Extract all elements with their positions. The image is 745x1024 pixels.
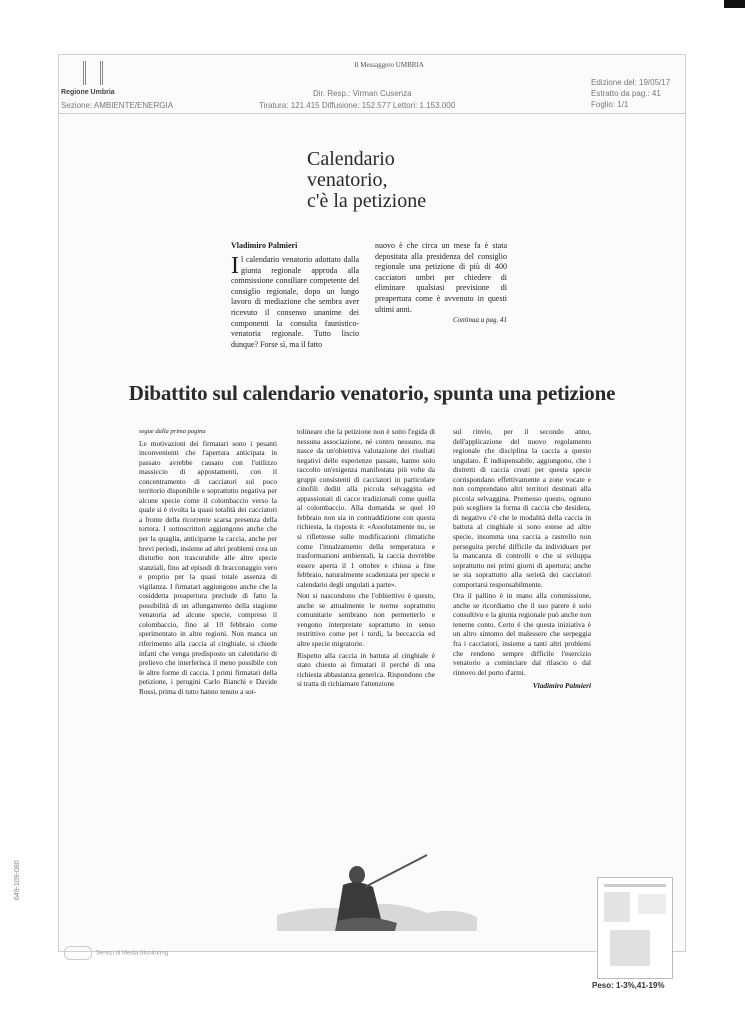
clipping-header [59,55,685,115]
publication-masthead: Il Messaggero UMBRIA [354,61,424,69]
extract-page: Estratto da pag.: 41 [591,89,661,98]
corner-mark [724,0,745,8]
service-label: Servizi di Media Monitoring [96,950,169,957]
main-headline: Dibattito sul calendario venatorio, spunta una petizione [128,381,616,405]
front-text: nuovo è che circa un mese fa è stata depositata alla presidenza del consiglio regionale una petizione di più di 400 cacciatori umbri per chiedere di eliminare qualsiasi previsione di preapertura come è avvenuto in questi ultimi anni. [375,241,507,314]
article-column-2 [297,427,435,689]
article-signature: Vladimiro Palmieri [532,681,591,691]
region-name: Regione Umbria [61,89,115,96]
page-thumbnail [597,877,673,979]
front-title [307,149,426,212]
article-text: Rispetto alla caccia in battuta al cinghiale è stato chiesto ai firmatari il perché di una richiesta abbastanza generica. Rispondono che si tratta di richiamare l'attenzione [297,650,435,689]
front-text: l calendario venatorio adottato dalla giunta regionale approda alla commissione consiliare competente del consiglio regionale, dopo un lungo lavoro di mediazione che sembra aver ricevuto il consenso unanime dei componenti la consulta faunistico-venatoria regionale. Tutto liscio dunque? Forse sì, ma il fatto [231,255,359,349]
article-column-1 [139,427,277,696]
article-text: Ora il pallino è in mano alla commissione, anche se ricordiamo che il suo parere è solo consultivo e la giunta regionale può anche non tenerne conto. Certo è che questa iniziativa è un altro sintomo del malessere che serpeggia fra i cacciatori, insieme a tanti altri problemi che rendono sempre difficile l'esercizio venatorio a cominciare dal rilascio o dal rinnovo del porto d'armi. [453,591,591,677]
footer-service [64,946,168,960]
edition-info [591,77,670,110]
continued-note: Continua a pag. 41 [452,316,507,325]
article-text: tolineare che la petizione non è sotto l'egida di nessuna associazione, né contro nessuno, ma nasce da un'obiettiva valutazione dei risultati negativi delle esperienze passate, hanno solo raccolto un'esigenza manifestata più volte da gruppi consistenti di cacciatori in particolare cinofili dediti alla piccola selvaggina ed appassionati di cacce tradizionali come quella al colombaccio. Alla domanda se quel 10 febbraio non sia in contraddizione con questa richiesta, la risposta è: «Assolutamente no, se si riflettesse sulle modificazioni climatiche come l'innalzamento della temperatura e trasformazioni ambientali, la caccia dovrebbe essere aperta il 1 ottobre e chiusa a fine febbraio, naturalmente scadenzata per specie e calendario degli ungulati a parte». [297,427,435,589]
front-column-right [375,241,507,326]
section-label: Sezione: AMBIENTE/ENERGIA [61,101,174,110]
service-stamp-icon [64,946,92,960]
edition-date: Edizione del: 19/05/17 [591,78,671,87]
region-logo-icon [83,61,103,85]
director-label: Dir. Resp.: Virman Cusenza [313,89,412,98]
front-title-line: c'è la petizione [307,190,427,212]
hunter-photo [277,835,477,931]
front-byline: Vladimiro Palmieri [231,241,298,250]
circulation-label: Tiratura: 121.415 Diffusione: 152.577 Lettori: 1.153.000 [259,101,456,110]
front-column-left [231,255,359,350]
drop-cap: I [231,253,239,279]
sheet-number: Foglio: 1/1 [591,100,629,109]
front-title-line: venatorio, [307,169,388,191]
side-code: 649-109-080 [14,860,21,900]
article-column-3 [453,427,591,691]
article-text: sul rinvio, per il secondo anno, dell'applicazione del nuovo regolamento regionale che disciplina la caccia a questo ungulato. È indispensabile, aggiungono, che i distretti di caccia creati per questa specie corrispondano effettivamente a zone vocate e non comprendano altri territori destinati alla piccola selvaggina. Premesso questo, ognuno può scegliere la forma di caccia che desidera, di negativo c'è che le modalità della caccia in battuta al cinghiale si sono estese ad altre specie, insomma una caccia a rastrello non perseguita perché difficile da individuare per la mancanza di controlli e che si sviluppa soprattutto nei primi giorni di apertura; anche se sta soprattutto alla serietà dei cacciatori comportarsi responsabilmente. [453,427,591,589]
weight-label: Peso: 1-3%,41-19% [592,981,665,990]
continued-from-label: segue dalla prima pagina [139,428,206,435]
front-title-line: Calendario [307,148,395,170]
article-text: Non si nascondono che l'obbiettivo è questo, anche se attualmente le norme soprattutto comunitarie sembrano non permetterlo e vengono interpretate soprattutto in senso restrittivo come per i tordi, la beccaccia ed altre specie migratorie. [297,591,435,649]
article-text: Le motivazioni dei firmatari sono i pesanti inconvenienti che l'apertura anticipata in passato avrebbe causato con l'utilizzo massiccio di appostamenti, con il concentramento di cacciatori sul poco territorio disponibile e soprattutto negativa per alcune specie come il colombaccio verso la quale si è rivolta la quasi totalità dei cacciatori a fronte della ricorrente scarsa presenza della tortora. I sottoscrittori aggiungono anche che per la quaglia, anticiparne la caccia, anche per brevi periodi, insieme ad altri problemi crea un disturbo non trascurabile alle altre specie stanziali, fino ad episodi di bracconaggio vero e proprio per la quasi totale assenza di vigilanza. I firmatari aggiungono anche che la cosiddetta preapertura preclude di fatto la possibilità di un allungamento della stagione venatoria ad alcune specie, compreso il colombaccio, fino al 10 febbraio come sperimentato in altre regioni. Non manca un riferimento alla caccia al cinghiale, si chiede infatti che venga predisposto un calendario di prelievo che interferisca il meno possibile con le altre forme di caccia. I primi firmatari della petizione, i perugini Carlo Bianchi e Davide Rossi, prima di tutto hanno tenuto a sot- [139,438,277,696]
header-divider [59,113,685,114]
